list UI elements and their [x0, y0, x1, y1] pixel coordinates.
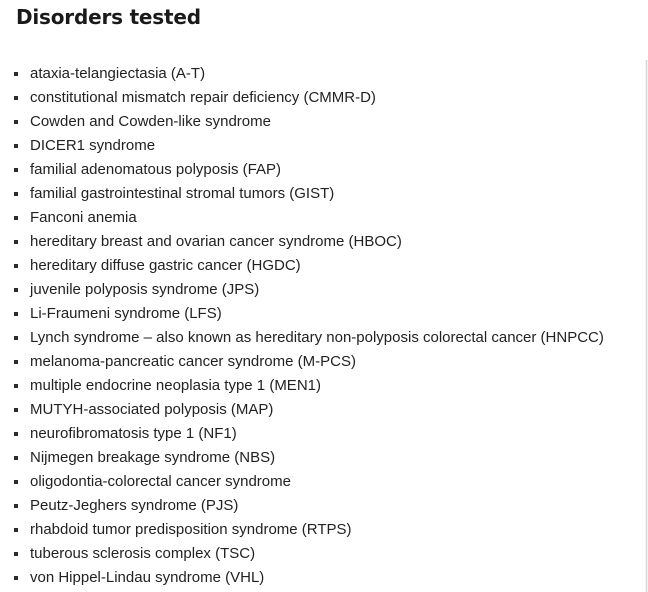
bullet-icon [14, 144, 18, 148]
disorder-label: Peutz-Jeghers syndrome (PJS) [30, 497, 239, 514]
bullet-icon [14, 432, 18, 436]
disorder-label: DICER1 syndrome [30, 137, 156, 154]
disorder-label: juvenile polyposis syndrome (JPS) [30, 281, 260, 298]
list-item [14, 230, 604, 254]
list-item [14, 374, 604, 398]
disorder-label: Lynch syndrome – also known as hereditary non-polyposis colorectal cancer (HNPCC) [30, 329, 604, 346]
list-item [14, 494, 604, 518]
list-item [14, 182, 604, 206]
bullet-icon [14, 360, 18, 364]
list-item [14, 254, 604, 278]
bullet-icon [14, 72, 18, 76]
bullet-icon [14, 576, 18, 580]
disorder-label: oligodontia-colorectal cancer syndrome [30, 473, 291, 490]
disorder-label: ataxia-telangiectasia (A-T) [30, 65, 206, 82]
disorder-label: Nijmegen breakage syndrome (NBS) [30, 449, 276, 466]
section-title: Disorders tested [16, 5, 201, 29]
list-item [14, 446, 604, 470]
list-item [14, 86, 604, 110]
disorder-label: Fanconi anemia [30, 209, 137, 226]
list-item [14, 566, 604, 590]
disorder-label: melanoma-pancreatic cancer syndrome (M-PCS) [30, 353, 356, 370]
list-item [14, 470, 604, 494]
bullet-icon [14, 240, 18, 244]
list-item [14, 62, 604, 86]
disorder-label: hereditary diffuse gastric cancer (HGDC) [30, 257, 301, 274]
bullet-icon [14, 336, 18, 340]
disorder-label: neurofibromatosis type 1 (NF1) [30, 425, 237, 442]
bullet-icon [14, 552, 18, 556]
list-item [14, 350, 604, 374]
disorder-label: Li-Fraumeni syndrome (LFS) [30, 305, 222, 322]
disorder-label: von Hippel-Lindau syndrome (VHL) [30, 569, 265, 586]
disorder-label: multiple endocrine neoplasia type 1 (MEN1) [30, 377, 321, 394]
bullet-icon [14, 384, 18, 388]
disorder-label: constitutional mismatch repair deficiency (CMMR-D) [30, 89, 376, 106]
bullet-icon [14, 480, 18, 484]
disorder-label: familial gastrointestinal stromal tumors (GIST) [30, 185, 335, 202]
disorder-label: rhabdoid tumor predisposition syndrome (RTPS) [30, 521, 352, 538]
list-item [14, 278, 604, 302]
list-item [14, 518, 604, 542]
list-item [14, 302, 604, 326]
disorder-label: MUTYH-associated polyposis (MAP) [30, 401, 274, 418]
bullet-icon [14, 312, 18, 316]
disorder-label: familial adenomatous polyposis (FAP) [30, 161, 281, 178]
bullet-icon [14, 504, 18, 508]
bullet-icon [14, 192, 18, 196]
scrollbar-border [646, 60, 647, 592]
list-item [14, 422, 604, 446]
list-item [14, 542, 604, 566]
list-item [14, 110, 604, 134]
bullet-icon [14, 264, 18, 268]
bullet-icon [14, 168, 18, 172]
bullet-icon [14, 120, 18, 124]
list-item [14, 206, 604, 230]
bullet-icon [14, 456, 18, 460]
bullet-icon [14, 528, 18, 532]
disorder-label: hereditary breast and ovarian cancer syndrome (HBOC) [30, 233, 402, 250]
disorder-label: tuberous sclerosis complex (TSC) [30, 545, 256, 562]
bullet-icon [14, 96, 18, 100]
list-item [14, 158, 604, 182]
list-item [14, 326, 604, 350]
bullet-icon [14, 408, 18, 412]
disorders-list [14, 62, 604, 590]
list-item [14, 398, 604, 422]
disorder-label: Cowden and Cowden-like syndrome [30, 113, 271, 130]
bullet-icon [14, 288, 18, 292]
list-item [14, 134, 604, 158]
bullet-icon [14, 216, 18, 220]
